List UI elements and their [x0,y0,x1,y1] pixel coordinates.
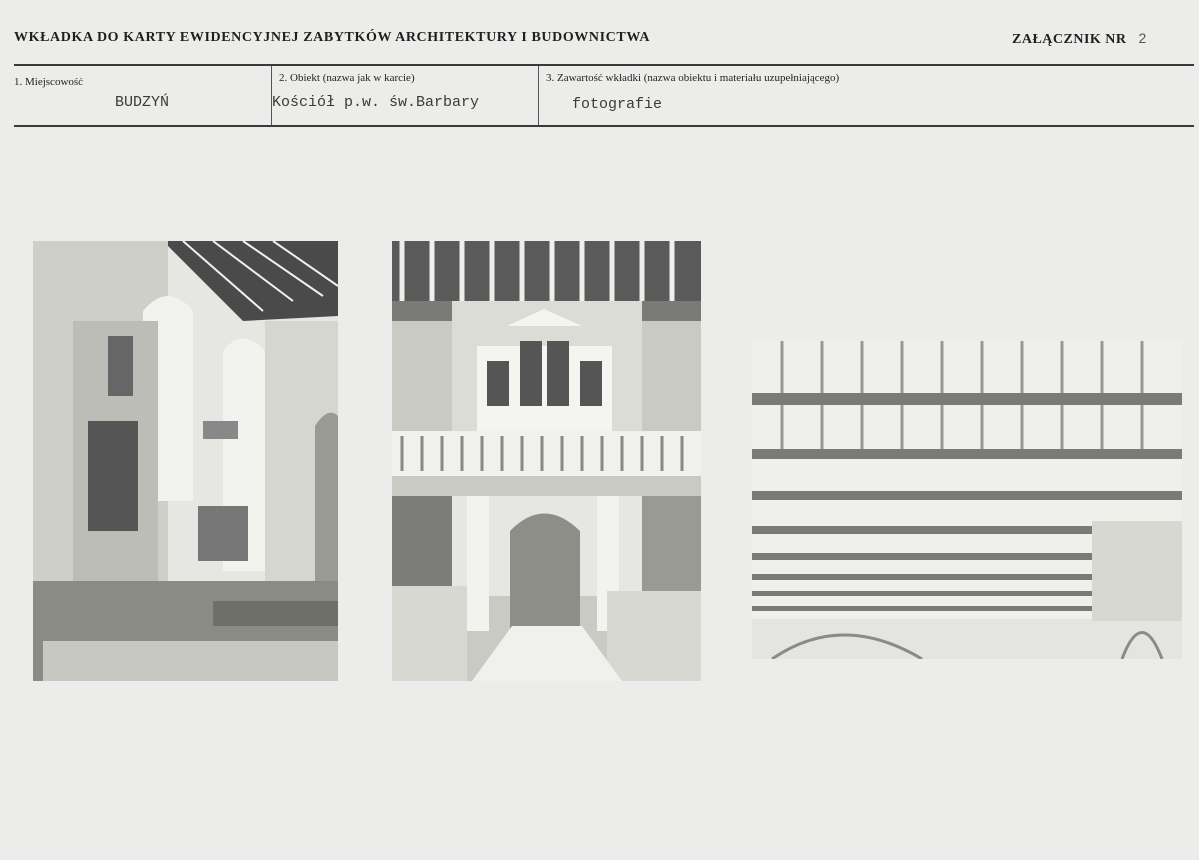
church-ceiling-beams-photo [752,341,1182,659]
object-value: Kościół p.w. św.Barbary [272,94,480,111]
header-title: WKŁADKA DO KARTY EWIDENCYJNEJ ZABYTKÓW ARCHITEKTURY I BUDOWNICTWA [14,30,651,45]
contents-label: 3. Zawartość wkładki (nazwa obiektu i materiału uzupełniającego) [546,72,840,84]
header-rule-top [14,64,1194,66]
header-rule-bottom [14,125,1194,127]
locality-label: 1. Miejscowość [14,76,84,88]
church-interior-organ-loft-photo [392,241,701,681]
field-divider-2 [538,66,539,125]
locality-value: BUDZYŃ [115,94,170,111]
annex-label-text: ZAŁĄCZNIK NR [1012,32,1127,47]
annex-number: 2 [1138,30,1147,46]
church-interior-altar-photo [33,241,338,681]
object-label: 2. Obiekt (nazwa jak w karcie) [279,72,415,84]
contents-value: fotografie [572,96,663,113]
annex-label [1012,30,1147,48]
